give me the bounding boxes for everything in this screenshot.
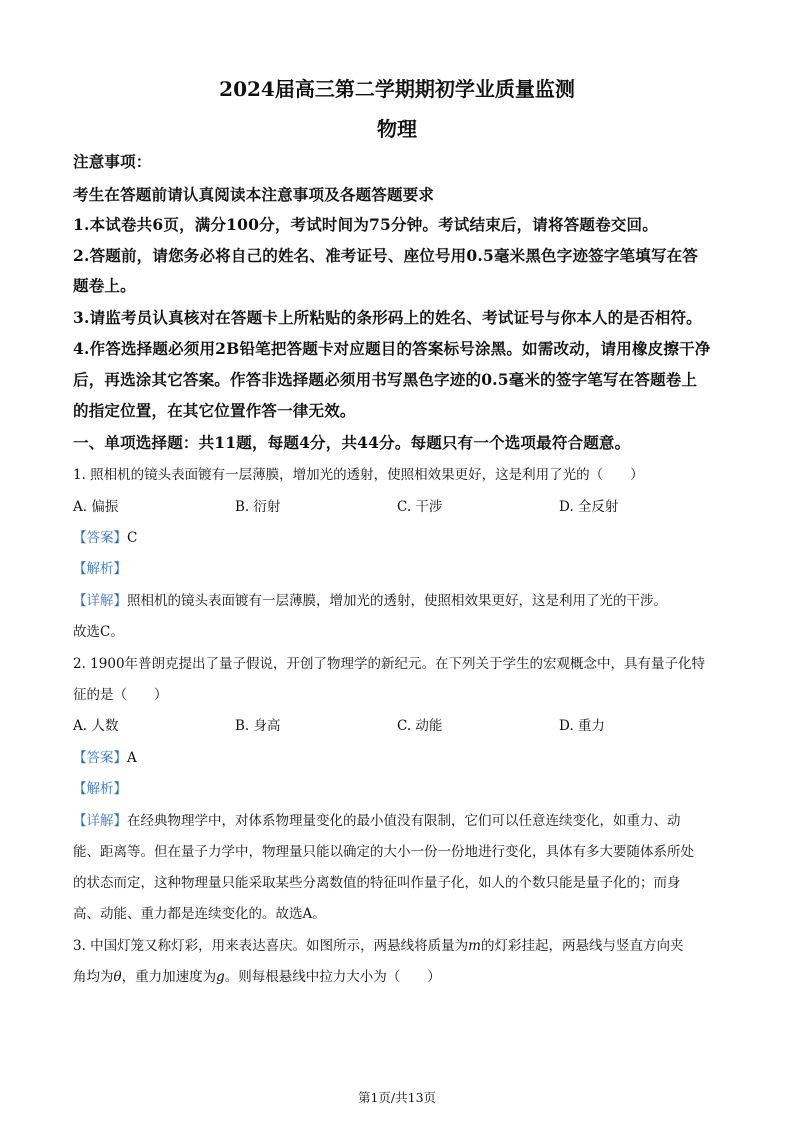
variable-m: m: [468, 938, 481, 954]
notice-intro: 考生在答题前请认真阅读本注意事项及各题答题要求: [73, 185, 435, 204]
section-heading: 一、单项选择题：共11题，每题4分，共44分。每题只有一个选项最符合题意。: [73, 433, 631, 452]
question-3-stem: [73, 934, 723, 954]
question-2-detail-cont-3: 高、动能、重力都是连续变化的。故选A。: [73, 906, 326, 922]
question-3-text-d: ，重力加速度为: [121, 969, 217, 985]
question-1-detail: [73, 589, 723, 609]
question-1-answer: [73, 526, 723, 546]
detail-text: 照相机的镜头表面镀有一层薄膜，增加光的透射，使照相效果更好，这是利用了光的干涉。: [127, 593, 667, 609]
detail-tag: 【详解】: [73, 813, 127, 829]
question-3-text-b: 的灯彩挂起，两悬线与竖直方向夹: [480, 938, 684, 954]
question-2-answer: [73, 746, 723, 766]
variable-theta: θ: [113, 969, 122, 985]
question-2-stem: 2. 1900年普朗克提出了量子假说，开创了物理学的新纪元。在下列关于学生的宏观概念中，具有量子化特: [73, 656, 706, 672]
detail-text: 在经典物理学中，对体系物理量变化的最小值没有限制，它们可以任意连续变化，如重力、动: [127, 813, 681, 829]
question-2-detail-cont-1: 能、距离等。但在量子力学中，物理量只能以确定的大小一份一份地进行变化，具体有多大要随体系所处: [73, 844, 694, 860]
page-footer: 第1页/共13页: [357, 1090, 437, 1105]
question-2-stem-cont: 征的是（ ）: [73, 687, 168, 703]
question-3-text-e: 。则每根悬线中拉力大小为（ ）: [224, 969, 441, 985]
question-2-option-a: A. 人数: [73, 718, 119, 734]
notice-item-2: 2.答题前，请您务必将自己的姓名、准考证号、座位号用0.5毫米黑色字迹签字笔填写在答: [73, 246, 699, 265]
question-1-option-d: D. 全反射: [559, 499, 619, 515]
question-3-text-a: 3. 中国灯笼又称灯彩，用来表达喜庆。如图所示，两悬线将质量为: [73, 938, 469, 954]
exam-subject: 物理: [377, 117, 417, 141]
notice-item-4-cont-2: 的指定位置，在其它位置作答一律无效。: [73, 401, 356, 420]
question-1-option-b: B. 衍射: [235, 499, 281, 515]
question-3-stem-cont: [73, 965, 723, 985]
question-1-option-a: A. 偏振: [73, 499, 119, 515]
answer-tag: 【答案】: [73, 750, 127, 766]
notice-item-1: 1.本试卷共6页，满分100分，考试时间为75分钟。考试结束后，请将答题卷交回。: [73, 215, 658, 234]
answer-value: A: [127, 750, 137, 766]
question-1-conclusion: 故选C。: [73, 624, 124, 640]
question-2-analysis-tag: 【解析】: [73, 781, 127, 797]
question-2-option-d: D. 重力: [559, 718, 605, 734]
question-1-stem: 1. 照相机的镜头表面镀有一层薄膜，增加光的透射，使照相效果更好，这是利用了光的（ ）: [73, 467, 644, 483]
notice-heading: 注意事项：: [73, 152, 152, 171]
answer-value: C: [127, 530, 138, 546]
exam-title: 2024届高三第二学期期初学业质量监测: [219, 77, 575, 101]
answer-tag: 【答案】: [73, 530, 127, 546]
notice-item-3: 3.请监考员认真核对在答题卡上所粘贴的条形码上的姓名、考试证号与你本人的是否相符。: [73, 308, 702, 327]
notice-item-4-cont-1: 后，再选涂其它答案。作答非选择题必须用书写黑色字迹的0.5毫米的签字笔写在答题卷上: [73, 370, 698, 389]
question-1-analysis-tag: 【解析】: [73, 561, 127, 577]
variable-g: g: [216, 969, 225, 985]
question-2-detail: [73, 809, 723, 829]
question-2-option-c: C. 动能: [397, 718, 443, 734]
question-2-option-b: B. 身高: [235, 718, 281, 734]
detail-tag: 【详解】: [73, 593, 127, 609]
notice-item-4: 4.作答选择题必须用2B铅笔把答题卡对应题目的答案标号涂黑。如需改动，请用橡皮擦干净: [73, 339, 711, 358]
question-1-option-c: C. 干涉: [397, 499, 443, 515]
question-2-detail-cont-2: 的状态而定，这种物理量只能采取某些分离数值的特征叫作量子化，如人的个数只能是量子化的；而身: [73, 875, 681, 891]
notice-item-2-cont: 题卷上。: [73, 276, 136, 295]
question-3-text-c: 角均为: [73, 969, 114, 985]
